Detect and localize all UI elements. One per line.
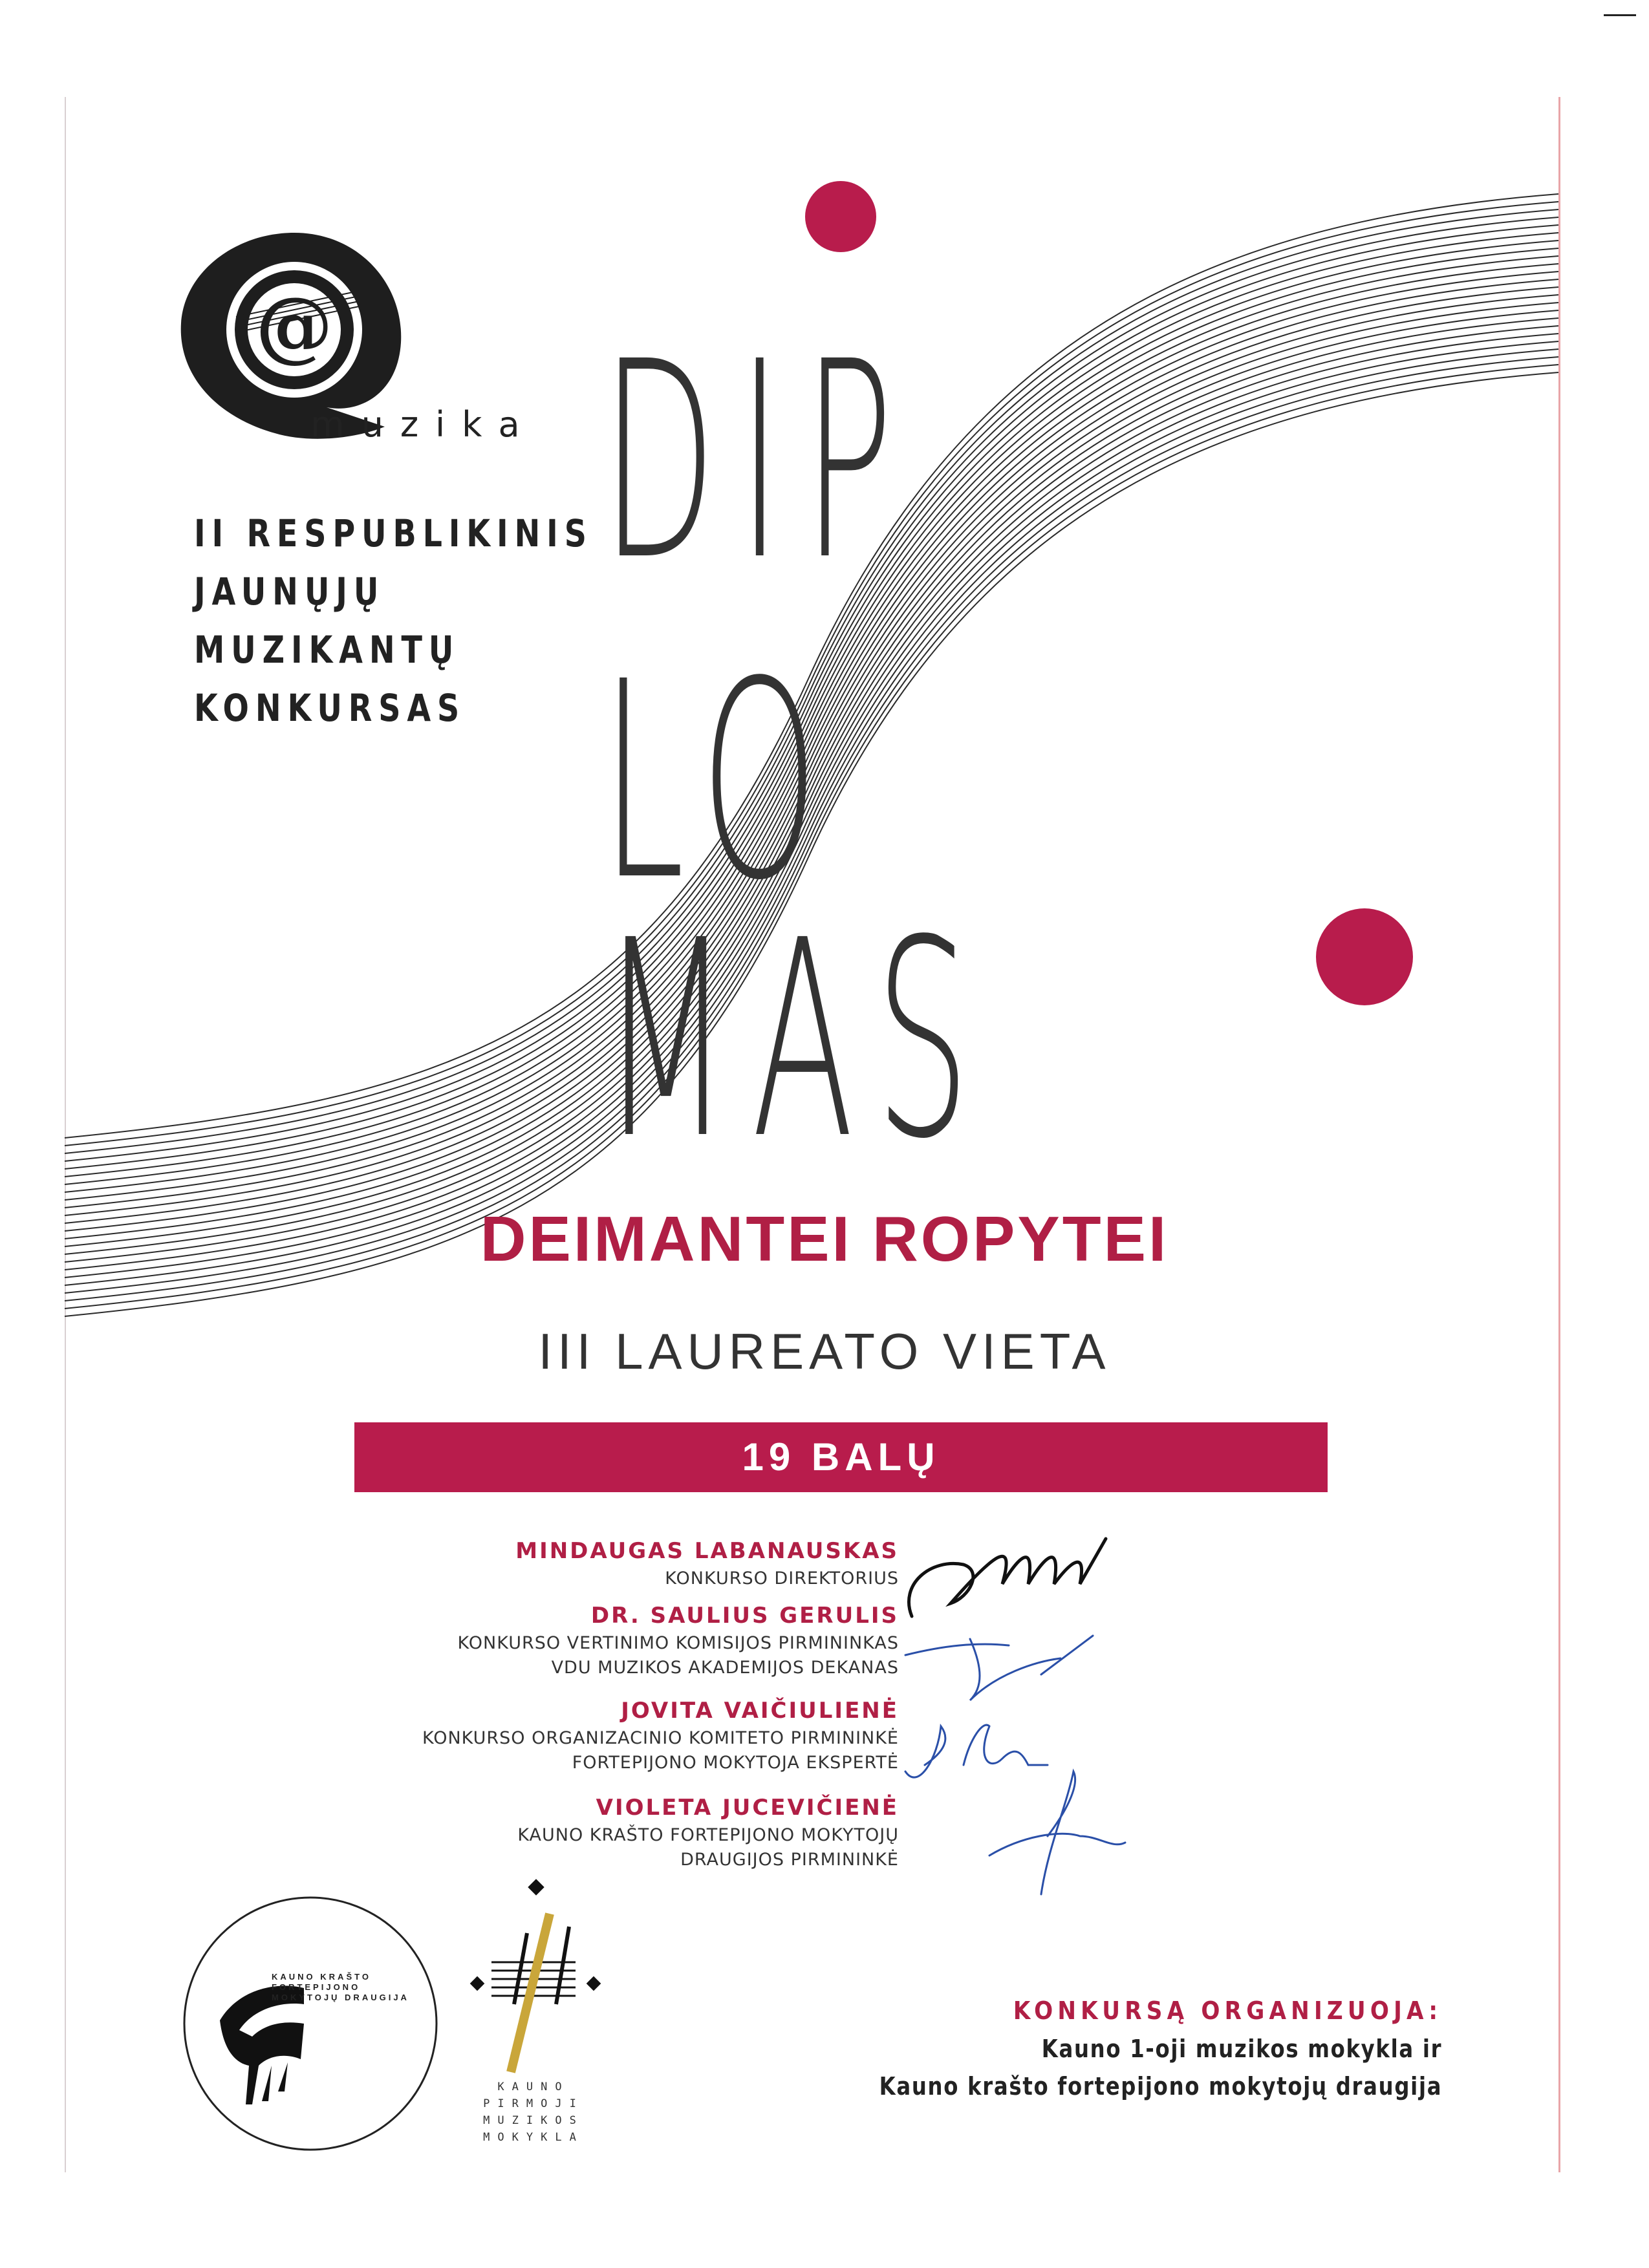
signatory-1	[515, 1535, 899, 1591]
organizer-line: Kauno krašto fortepijono mokytojų draugija	[879, 2072, 1442, 2101]
organizers	[780, 1991, 1442, 2105]
competition-line: JAUNŲJŲ	[194, 570, 385, 614]
competition-title	[194, 504, 593, 737]
piano-society-line: MOKYTOJŲ DRAUGIJA	[272, 1993, 409, 2002]
music-school-line: MUZIKOS	[483, 2114, 584, 2127]
signatory-3	[422, 1695, 899, 1775]
signatory-role: KAUNO KRAŠTO FORTEPIJONO MOKYTOJŲ	[517, 1825, 899, 1845]
signatory-role: VDU MUZIKOS AKADEMIJOS DEKANAS	[551, 1658, 899, 1678]
organizers-label: KONKURSĄ ORGANIZUOJA:	[1013, 1996, 1442, 2025]
handwritten-signatures	[892, 1513, 1164, 1927]
music-school-line: KAUNO	[497, 2081, 570, 2093]
signatory-name: VIOLETA JUCEVIČIENĖ	[596, 1795, 899, 1821]
competition-line: MUZIKANTŲ	[194, 628, 460, 672]
competition-line: II RESPUBLIKINIS	[194, 511, 593, 555]
logo-at-symbol: @	[255, 280, 333, 371]
signatory-2	[458, 1600, 899, 1680]
award-place: III LAUREATO VIETA	[538, 1323, 1111, 1380]
piano-society-line: FORTEPIJONO	[272, 1982, 361, 1992]
signatory-role: KONKURSO VERTINIMO KOMISIJOS PIRMININKAS	[457, 1633, 899, 1653]
signatory-name: MINDAUGAS LABANAUSKAS	[515, 1538, 899, 1564]
signatory-role: KONKURSO DIREKTORIUS	[665, 1568, 899, 1589]
recipient-name: DEIMANTEI ROPYTEI	[480, 1203, 1169, 1274]
signatory-4	[517, 1792, 899, 1872]
diploma-title-row2: LO	[601, 624, 840, 940]
diploma-title-row3: MAS	[601, 883, 991, 1199]
signatory-role: FORTEPIJONO MOKYTOJA EKSPERTĖ	[572, 1753, 899, 1773]
signatory-role: KONKURSO ORGANIZACINIO KOMITETO PIRMININKĖ	[422, 1728, 899, 1748]
piano-society-logo	[175, 1891, 446, 2156]
diploma-title-row1: DIP	[601, 304, 915, 620]
signatory-name: JOVITA VAIČIULIENĖ	[621, 1698, 899, 1724]
signatory-name: DR. SAULIUS GERULIS	[590, 1603, 899, 1629]
music-school-line: PIRMOJI	[483, 2097, 584, 2110]
organizer-line: Kauno 1-oji muzikos mokykla ir	[1041, 2035, 1442, 2063]
competition-line: KONKURSAS	[194, 686, 466, 730]
music-school-line: MOKYKLA	[483, 2131, 584, 2144]
music-school-text	[475, 2079, 592, 2146]
piano-society-text	[272, 1972, 409, 2003]
accent-dot-right	[1316, 908, 1413, 1005]
accent-dot-top	[805, 181, 876, 252]
piano-society-line: KAUNO KRAŠTO	[272, 1972, 371, 1982]
signatory-role: DRAUGIJOS PIRMININKĖ	[680, 1850, 899, 1870]
logo-wordmark: muzika	[310, 404, 537, 445]
score-text: 19 BALŲ	[742, 1435, 940, 1479]
